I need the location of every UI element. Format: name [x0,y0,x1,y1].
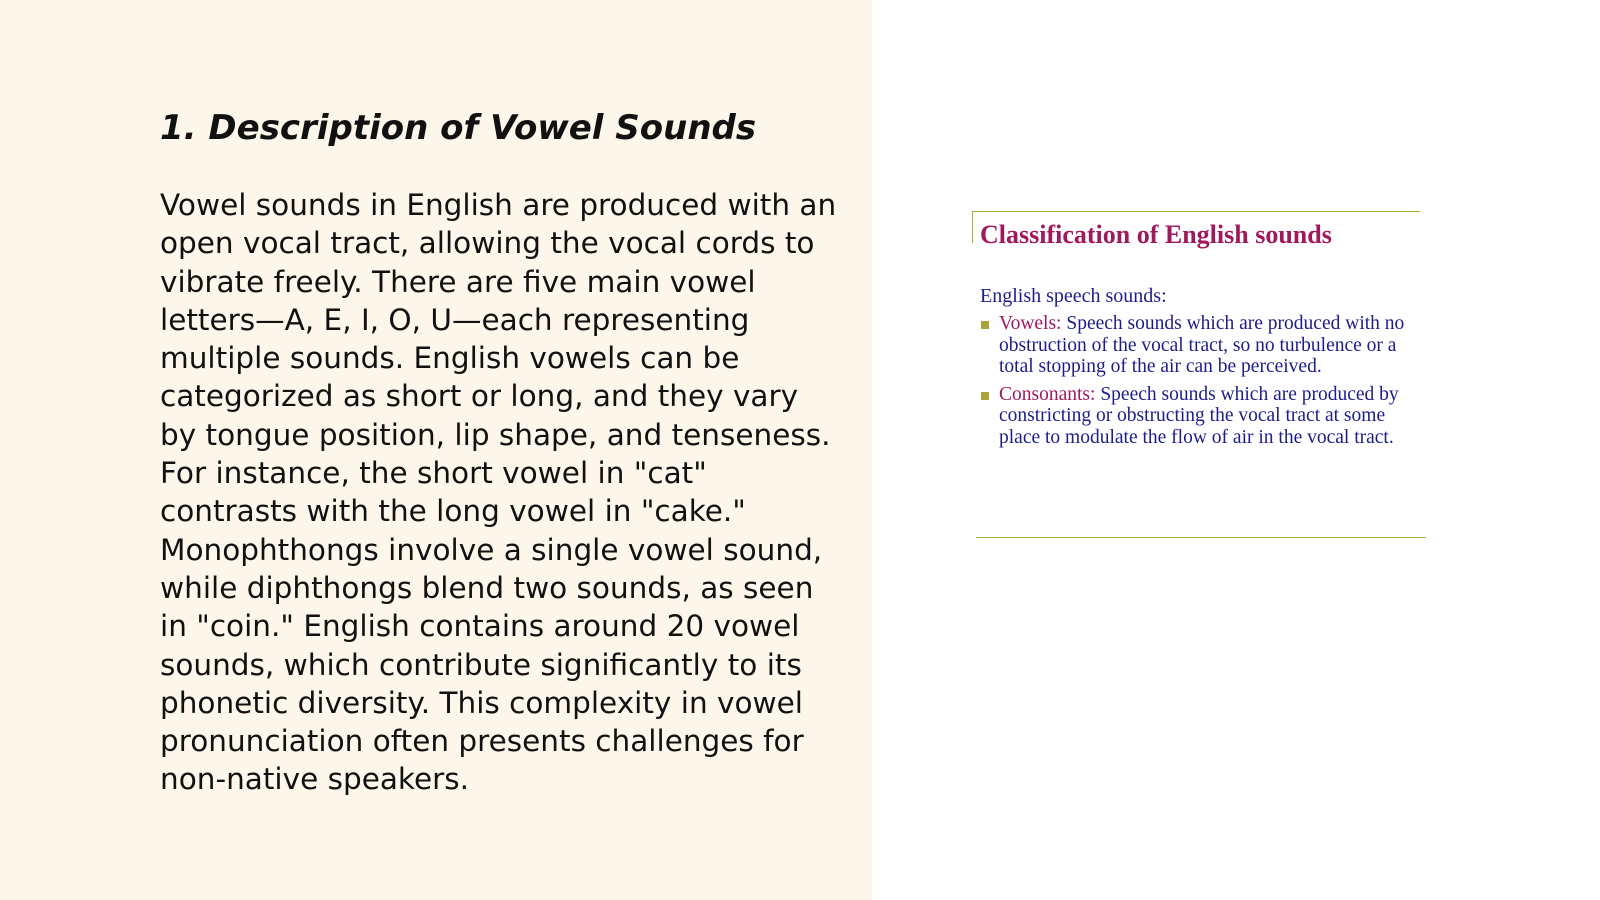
figure-item-term: Vowels: [999,313,1062,334]
figure-left-rule [972,211,973,243]
square-bullet-icon [981,392,989,400]
figure-top-rule [972,211,1420,212]
figure-item-text: Speech sounds which are produced with no obstruction of the vocal tract, so no turbulence or a total stopping of the air can be perceived. [999,313,1405,377]
square-bullet-icon [981,321,989,329]
figure-bottom-rule [976,537,1426,538]
figure-item-vowels [980,313,1420,378]
figure-item-term: Consonants: [999,383,1096,405]
slide-body-text: Vowel sounds in English are produced with an open vocal tract, allowing the vocal cords to vibrate freely. There are five main vowel letters—A, E, I, O, U—each representing multiple sounds. English vowels can be categorized as short or long, and they vary by tongue position, lip shape, and tenseness. For instance, the short vowel in "cat" contrasts with the long vowel in "cake." Monophthongs involve a single vowel sound, while diphthongs blend two sounds, as seen in "coin." English contains around 20 vowel sounds, which contribute significantly to its phonetic diversity. This complexity in vowel pronunciation often presents challenges for non-native speakers. [160,188,837,797]
classification-figure [970,211,1426,539]
figure-list [980,313,1420,454]
figure-item-text: Speech sounds which are produced by constricting or obstructing the vocal tract at some place to modulate the flow of air in the vocal tract. [999,383,1399,448]
figure-intro: English speech sounds: [980,285,1167,307]
slide-heading: 1. Description of Vowel Sounds [160,108,757,148]
figure-item-consonants [980,384,1420,449]
figure-title: Classification of English sounds [980,220,1332,249]
